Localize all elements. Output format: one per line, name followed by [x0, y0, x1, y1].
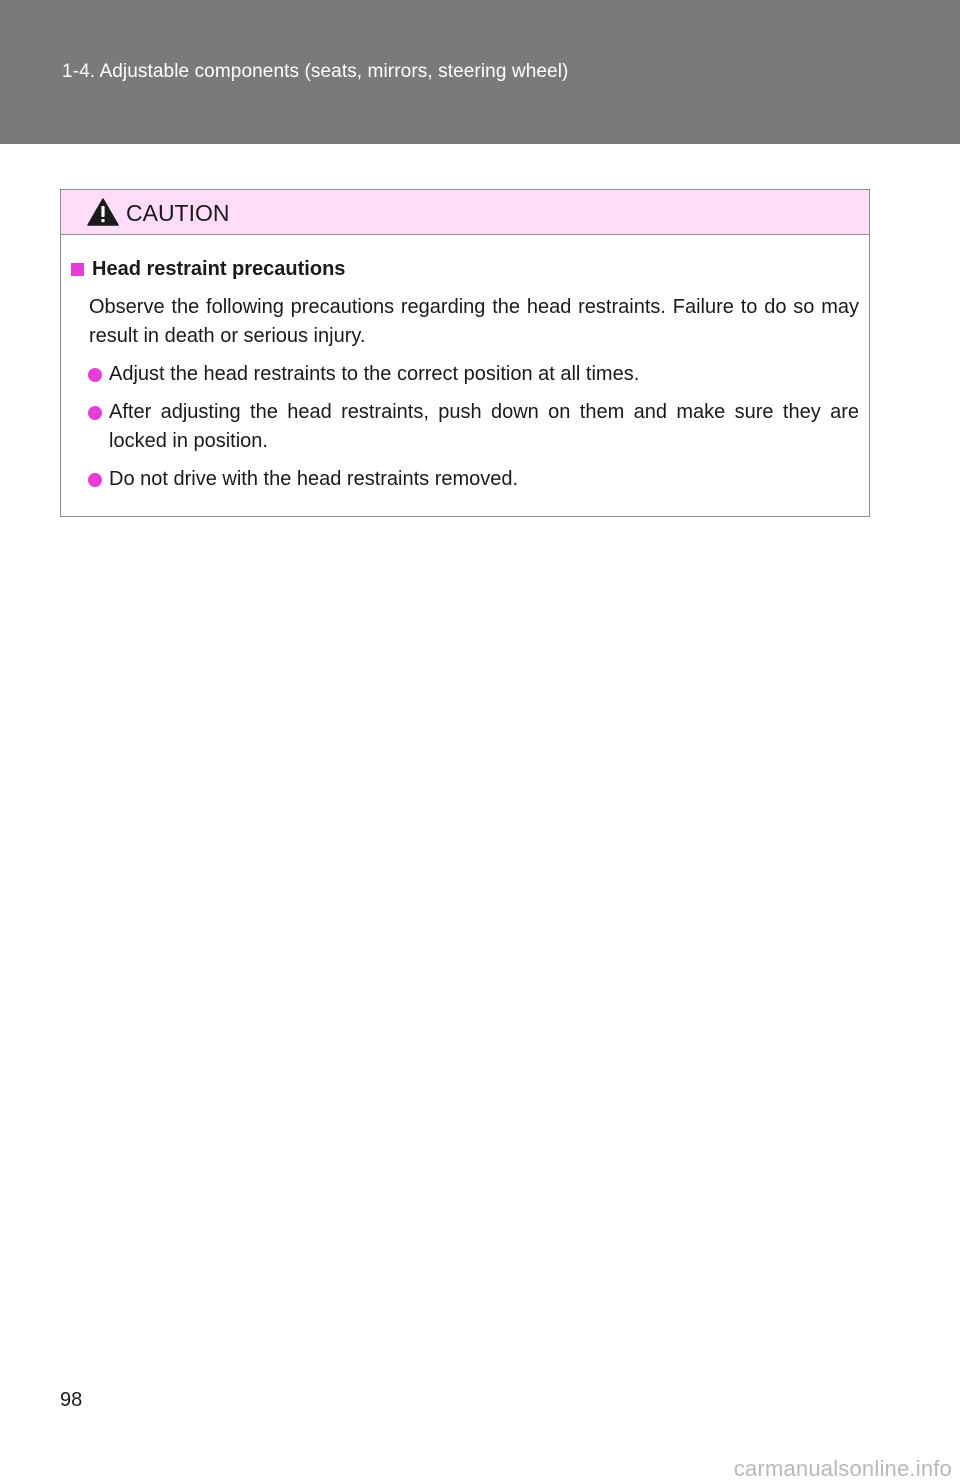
watermark: carmanualsonline.info [733, 1456, 952, 1481]
list-item-text: Adjust the head restraints to the correct position at all times. [109, 363, 640, 385]
header-band [0, 0, 960, 144]
round-bullet-icon [88, 368, 102, 382]
caution-body [61, 235, 869, 494]
list-item [109, 398, 859, 456]
list-item-text: Do not drive with the head restraints removed. [109, 468, 519, 490]
round-bullet-icon [88, 473, 102, 487]
page-number: 98 [60, 1389, 83, 1411]
caution-box [60, 189, 870, 517]
list-item-text: After adjusting the head restraints, push down on them and make sure they are locked in position. [109, 401, 859, 452]
section-header-title: 1-4. Adjustable components (seats, mirrors, steering wheel) [62, 61, 569, 82]
square-bullet-icon [71, 263, 84, 276]
section-heading-text: Head restraint precautions [92, 258, 346, 280]
intro-paragraph: Observe the following precautions regarding the head restraints. Failure to do so may result in death or serious injury. [89, 296, 859, 347]
list-item [109, 360, 859, 389]
round-bullet-icon [88, 406, 102, 420]
warning-triangle-icon [87, 198, 119, 226]
caution-label: CAUTION [126, 200, 230, 226]
list-item [109, 465, 859, 494]
caution-header [61, 190, 869, 235]
section-heading [69, 255, 859, 283]
